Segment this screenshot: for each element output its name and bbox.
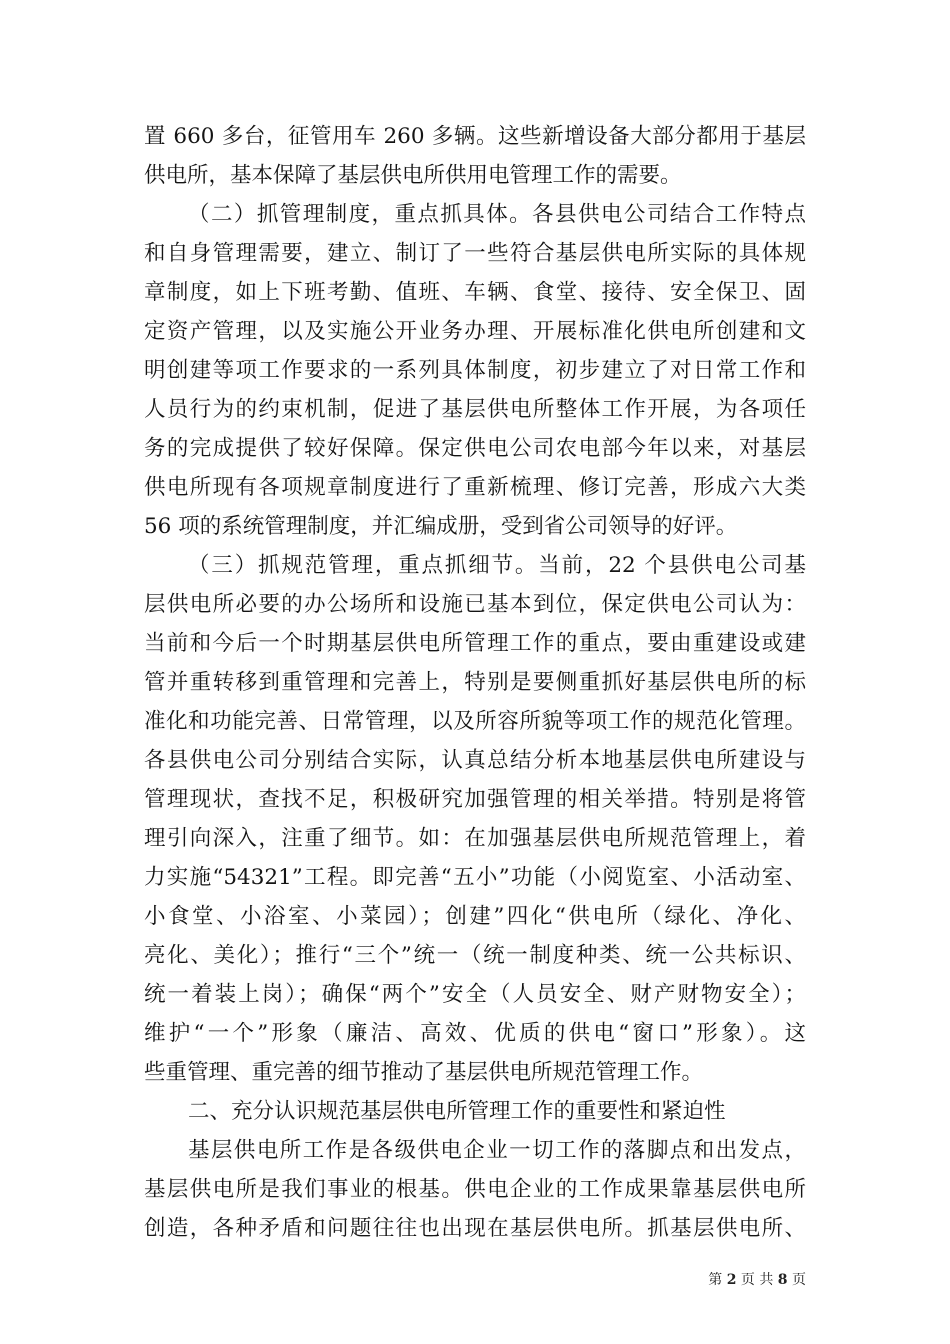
body-line: 小食堂、小浴室、小菜园）；创建”四化“供电所（绿化、净化、: [144, 904, 806, 929]
body-line: 务的完成提供了较好保障。保定供电公司农电部今年以来，对基层: [144, 436, 806, 461]
footer-prefix: 第: [708, 1272, 727, 1288]
body-line: （二）抓管理制度，重点抓具体。各县供电公司结合工作特点: [188, 202, 806, 227]
body-line: 管理现状，查找不足，积极研究加强管理的相关举措。特别是将管: [144, 787, 806, 812]
body-line: 置 660 多台，征管用车 260 多辆。这些新增设备大部分都用于基层: [144, 124, 806, 149]
footer-middle: 页 共: [736, 1272, 778, 1288]
total-pages-number: 8: [777, 1272, 788, 1288]
body-line: 供电所，基本保障了基层供电所供用电管理工作的需要。: [144, 163, 682, 188]
page-footer: [708, 1270, 806, 1290]
body-line: 层供电所必要的办公场所和设施已基本到位，保定供电公司认为：: [144, 592, 806, 617]
body-line: 些重管理、重完善的细节推动了基层供电所规范管理工作。: [144, 1060, 704, 1085]
body-line: 供电所现有各项规章制度进行了重新梳理、修订完善，形成六大类: [144, 475, 806, 500]
body-text: [144, 117, 806, 1248]
body-line: 基层供电所工作是各级供电企业一切工作的落脚点和出发点，: [188, 1138, 806, 1163]
body-line: 明创建等项工作要求的一系列具体制度，初步建立了对日常工作和: [144, 358, 806, 383]
body-line: 维护“一个”形象（廉洁、高效、优质的供电“窗口”形象）。这: [144, 1021, 806, 1046]
body-line: 章制度，如上下班考勤、值班、车辆、食堂、接待、安全保卫、固: [144, 280, 806, 305]
current-page-number: 2: [726, 1272, 737, 1288]
body-line: （三）抓规范管理，重点抓细节。当前，22 个县供电公司基: [188, 553, 806, 578]
body-line: 亮化、美化）；推行“三个”统一（统一制度种类、统一公共标识、: [144, 943, 806, 968]
body-line: 定资产管理，以及实施公开业务办理、开展标准化供电所创建和文: [144, 319, 806, 344]
body-line: 力实施“54321”工程。即完善“五小”功能（小阅览室、小活动室、: [144, 865, 806, 890]
body-line: 准化和功能完善、日常管理，以及所容所貌等项工作的规范化管理。: [144, 709, 806, 734]
body-line: 和自身管理需要，建立、制订了一些符合基层供电所实际的具体规: [144, 241, 806, 266]
body-line: 各县供电公司分别结合实际，认真总结分析本地基层供电所建设与: [144, 748, 806, 773]
body-line: 创造，各种矛盾和问题往往也出现在基层供电所。抓基层供电所、: [144, 1216, 806, 1241]
body-line: 56 项的系统管理制度，并汇编成册，受到省公司领导的好评。: [144, 514, 738, 539]
footer-suffix: 页: [787, 1272, 806, 1288]
body-line: 统一着装上岗）；确保“两个”安全（人员安全、财产财物安全）；: [144, 982, 806, 1007]
body-line: 当前和今后一个时期基层供电所管理工作的重点，要由重建设或建: [144, 631, 806, 656]
body-line: 管并重转移到重管理和完善上，特别是要侧重抓好基层供电所的标: [144, 670, 806, 695]
body-line: 人员行为的约束机制，促进了基层供电所整体工作开展，为各项任: [144, 397, 806, 422]
body-line: 基层供电所是我们事业的根基。供电企业的工作成果靠基层供电所: [144, 1177, 806, 1202]
body-line: 理引向深入，注重了细节。如：在加强基层供电所规范管理上，着: [144, 826, 806, 851]
section-heading: 二、充分认识规范基层供电所管理工作的重要性和紧迫性: [188, 1099, 726, 1124]
